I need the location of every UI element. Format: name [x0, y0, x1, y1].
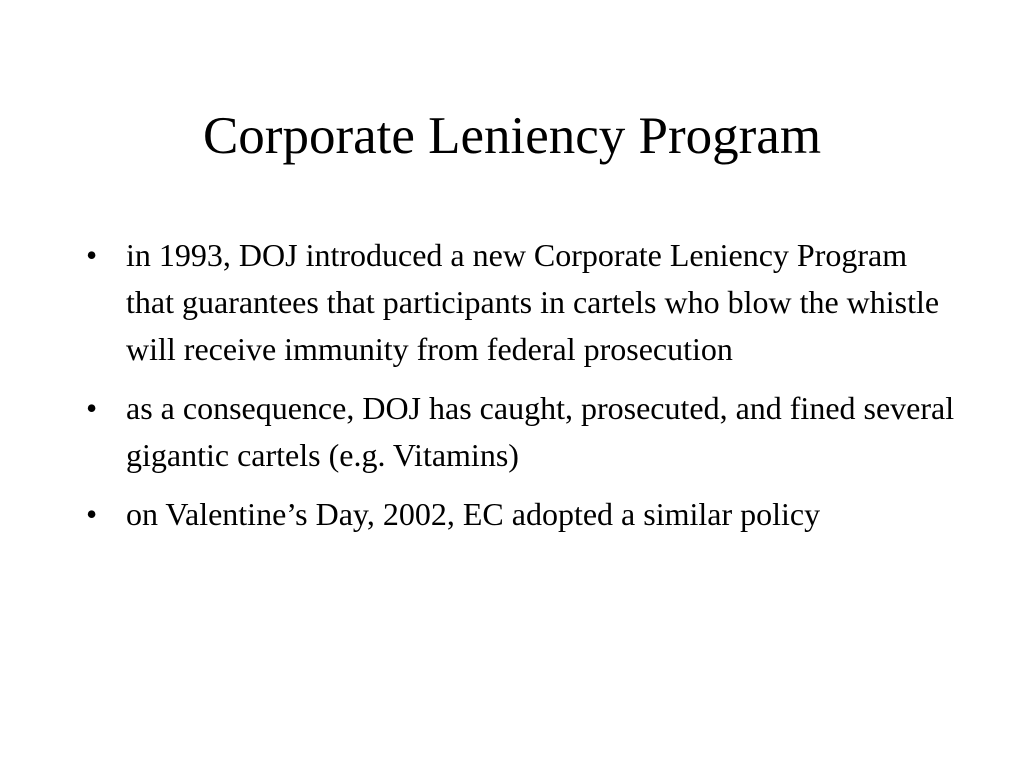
- bullet-text: in 1993, DOJ introduced a new Corporate Leniency Program that guarantees that participants in cartels who blow the whistle will receive immunity from federal prosecution: [126, 237, 940, 367]
- slide-title: Corporate Leniency Program: [202, 107, 822, 165]
- bullet-text: on Valentine’s Day, 2002, EC adopted a similar policy: [126, 496, 821, 532]
- bullet-item: [86, 385, 956, 479]
- bullet-list: [86, 232, 956, 550]
- bullet-item: [86, 232, 956, 373]
- bullet-icon: •: [86, 390, 98, 426]
- bullet-text: as a consequence, DOJ has caught, prosecuted, and fined several gigantic cartels (e.g. Vitamins): [126, 390, 955, 473]
- bullet-item: [86, 491, 956, 538]
- bullet-icon: •: [86, 496, 98, 532]
- bullet-icon: •: [86, 237, 98, 273]
